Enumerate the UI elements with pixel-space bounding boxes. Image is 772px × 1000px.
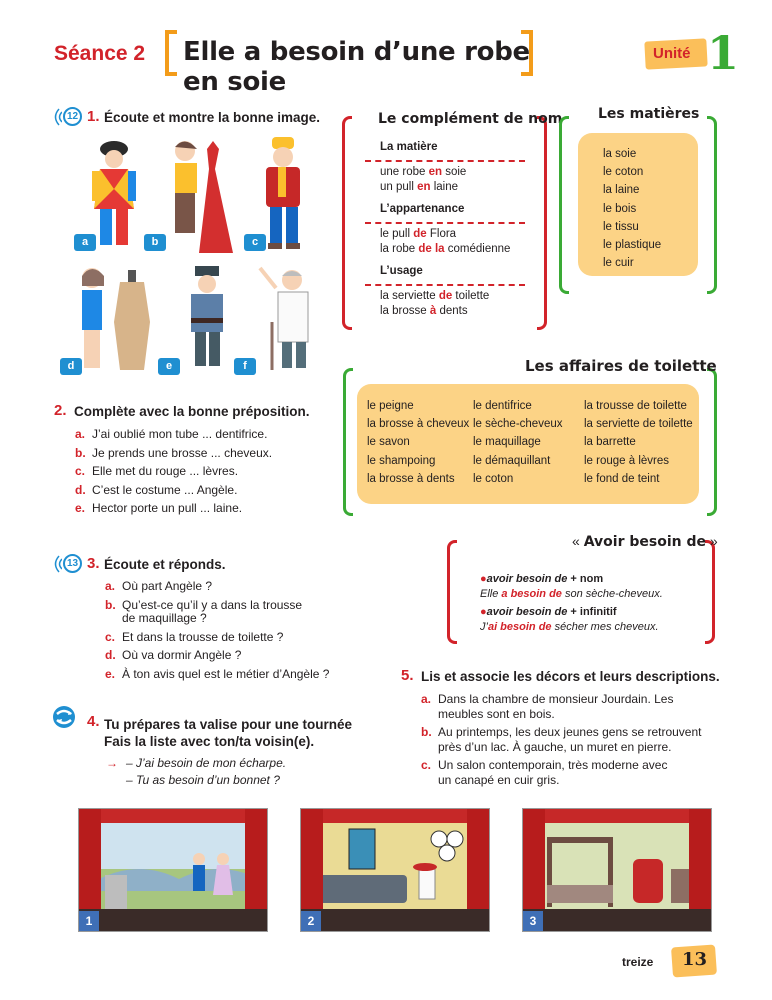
ex4-title-line: Fais la liste avec ton/ta voisin(e). bbox=[104, 734, 315, 749]
image-tag-b: b bbox=[144, 234, 166, 251]
matiere-item: le plastique bbox=[603, 239, 662, 252]
toilette-col-2 bbox=[473, 397, 563, 488]
matiere-item: le bois bbox=[603, 202, 637, 215]
toilette-item: le fond de teint bbox=[584, 472, 660, 485]
gloss-text: Flora bbox=[426, 228, 457, 240]
ex2-list bbox=[75, 425, 272, 518]
seance-label: Séance 2 bbox=[54, 42, 146, 65]
ex4-title-line: Tu prépares ta valise pour une tournée bbox=[104, 717, 353, 732]
toilette-item: le savon bbox=[367, 436, 410, 449]
image-tag-d: d bbox=[60, 358, 82, 375]
ex4-example-line: – J’ai besoin de mon écharpe. bbox=[126, 756, 287, 770]
lesson-title: Elle a besoin d’une robe en soie bbox=[183, 37, 530, 97]
list-item: c. Un salon contemporain, très moderne avec bbox=[421, 758, 668, 772]
image-tag-f: f bbox=[234, 358, 256, 375]
toilette-col-1 bbox=[367, 397, 469, 488]
gloss-text: comédienne bbox=[444, 243, 511, 255]
ex4-example bbox=[106, 755, 286, 789]
gloss-text: le pull bbox=[380, 228, 414, 240]
rule-example: Elle bbox=[480, 588, 502, 600]
list-item: a. Dans la chambre de monsieur Jourdain. Les bbox=[421, 692, 674, 706]
rule-example: sécher mes cheveux. bbox=[551, 621, 659, 633]
matiere-item: le cuir bbox=[603, 257, 634, 270]
scene-number: 3 bbox=[523, 911, 543, 931]
list-item-continued: de maquillage ? bbox=[122, 611, 207, 625]
ex4-example-line: – Tu as besoin d’un bonnet ? bbox=[126, 773, 280, 787]
doctor-illustration[interactable] bbox=[250, 262, 338, 382]
toilette-item: le rouge à lèvres bbox=[584, 454, 670, 467]
quote-open: « bbox=[572, 533, 580, 549]
unit-number: 1 bbox=[707, 26, 740, 80]
complement-title: Le complément de nom bbox=[378, 111, 563, 127]
toilette-item: le shampoing bbox=[367, 454, 436, 467]
page-word: treize bbox=[622, 955, 654, 969]
ex4-title bbox=[104, 716, 352, 750]
gloss-prep: en bbox=[417, 181, 431, 193]
gloss-text: dents bbox=[436, 305, 468, 317]
list-item: b. Je prends une brosse ... cheveux. bbox=[75, 445, 273, 460]
pair-work-icon bbox=[52, 705, 78, 732]
stage-scene-1[interactable] bbox=[78, 808, 268, 932]
stage-scene-3[interactable] bbox=[522, 808, 712, 932]
unit-badge bbox=[645, 28, 740, 78]
unit-label: Unité bbox=[653, 45, 691, 62]
ex2-title: Complète avec la bonne préposition. bbox=[74, 404, 310, 419]
toilette-item: le dentifrice bbox=[473, 400, 532, 412]
ex3-track-number: 13 bbox=[63, 554, 82, 573]
ex3-list bbox=[105, 577, 329, 683]
rule-highlight: a besoin de bbox=[501, 588, 562, 600]
matiere-item: le tissu bbox=[603, 220, 639, 233]
list-item: d. C’est le costume ... Angèle. bbox=[75, 482, 238, 497]
rule-highlight: ai besoin de bbox=[487, 621, 552, 633]
ex5-list bbox=[421, 690, 701, 789]
list-item: c. Et dans la trousse de toilette ? bbox=[105, 629, 284, 644]
stage-scene-2[interactable] bbox=[300, 808, 490, 932]
toilette-item: le démaquillant bbox=[473, 454, 551, 467]
ex5-title: Lis et associe les décors et leurs descriptions. bbox=[421, 669, 720, 684]
ex2-number: 2. bbox=[54, 402, 67, 419]
gloss-text: la serviette bbox=[380, 290, 439, 302]
list-item: d. Où va dormir Angèle ? bbox=[105, 648, 242, 662]
list-item: c. Elle met du rouge ... lèvres. bbox=[75, 464, 239, 478]
gloss-text: la brosse bbox=[380, 305, 430, 317]
list-item-continued: près d’un lac. À gauche, un muret en pierre. bbox=[438, 739, 672, 754]
toilette-item: la barrette bbox=[584, 436, 636, 449]
complement-heading: L’appartenance bbox=[380, 203, 465, 215]
image-tag-a: a bbox=[74, 234, 96, 251]
gloss-prep: de bbox=[438, 290, 453, 302]
rule-rest: + infinitif bbox=[567, 606, 617, 618]
gloss-text: un pull bbox=[380, 181, 418, 193]
toilette-item: la trousse de toilette bbox=[584, 400, 687, 412]
matiere-item: le coton bbox=[603, 166, 644, 179]
toilette-item: le maquillage bbox=[473, 436, 541, 449]
gloss-text: la robe bbox=[380, 243, 419, 255]
toilette-item: le coton bbox=[473, 472, 514, 485]
gloss-text: soie bbox=[442, 166, 467, 178]
complement-heading: L’usage bbox=[380, 265, 423, 277]
quote-close: » bbox=[709, 533, 718, 549]
ex3-number: 3. bbox=[87, 555, 100, 572]
matiere-item: la soie bbox=[603, 148, 637, 160]
ex1-track-number: 12 bbox=[63, 107, 82, 126]
gloss-text: une robe bbox=[380, 166, 429, 178]
list-item: e. Hector porte un pull ... laine. bbox=[75, 501, 243, 515]
gloss-text: toilette bbox=[452, 290, 490, 302]
matieres-list bbox=[603, 145, 661, 272]
scene-number: 2 bbox=[301, 911, 321, 931]
list-item: b. Au printemps, les deux jeunes gens se retrouvent bbox=[421, 725, 702, 739]
ex3-audio-icon[interactable] bbox=[50, 553, 82, 575]
red-dress-illustration[interactable] bbox=[155, 135, 243, 255]
list-item-continued: meubles sont en bois. bbox=[438, 706, 555, 721]
rule-bold: avoir besoin de bbox=[486, 606, 568, 618]
rule-example: J’ bbox=[480, 621, 488, 633]
matiere-item: la laine bbox=[603, 184, 640, 197]
toilette-title: Les affaires de toilette bbox=[525, 357, 717, 375]
ex1-title: Écoute et montre la bonne image. bbox=[104, 110, 321, 125]
gloss-prep: de la bbox=[418, 243, 445, 255]
page-number: 13 bbox=[682, 949, 708, 970]
complement-heading: La matière bbox=[380, 141, 438, 153]
image-tag-c: c bbox=[244, 234, 266, 251]
ex5-number: 5. bbox=[401, 667, 414, 684]
rule-bold: avoir besoin de bbox=[486, 573, 568, 585]
toilette-item: la brosse à cheveux bbox=[367, 418, 470, 431]
avoir-title bbox=[572, 533, 718, 550]
toilette-item: la brosse à dents bbox=[367, 472, 455, 485]
avoir-rules: ●avoir besoin de + nom Elle a besoin de son sèche-cheveux. ●avoir besoin de + infinitif J’ai besoin de sécher mes cheveux. bbox=[480, 573, 663, 633]
complement-content bbox=[380, 140, 530, 319]
gloss-prep: en bbox=[428, 166, 443, 178]
scene-number: 1 bbox=[79, 911, 99, 931]
seamstress-illustration[interactable] bbox=[70, 262, 158, 382]
list-item: b. Qu’est-ce qu’il y a dans la trousse bbox=[105, 597, 303, 612]
toilette-item: le peigne bbox=[367, 400, 414, 412]
toilette-col-3 bbox=[584, 397, 693, 488]
ex3-title: Écoute et réponds. bbox=[104, 557, 226, 572]
ex4-number: 4. bbox=[87, 713, 100, 730]
toilette-item: le sèche-cheveux bbox=[473, 418, 563, 431]
list-item: a. Où part Angèle ? bbox=[105, 579, 213, 593]
matieres-title: Les matières bbox=[598, 106, 700, 122]
image-tag-e: e bbox=[158, 358, 180, 375]
rule-example: son sèche-cheveux. bbox=[561, 588, 663, 600]
list-item: e. À ton avis quel est le métier d’Angèle ? bbox=[105, 666, 330, 681]
list-item-continued: un canapé en cuir gris. bbox=[438, 772, 560, 787]
lesson-title-frame bbox=[165, 30, 533, 97]
ex1-number: 1. bbox=[87, 108, 100, 125]
gloss-prep: à bbox=[429, 305, 437, 317]
avoir-title-text: Avoir besoin de bbox=[583, 534, 706, 550]
list-item: a. J’ai oublié mon tube ... dentifrice. bbox=[75, 427, 268, 441]
gloss-prep: de bbox=[413, 228, 427, 240]
toilette-item: la serviette de toilette bbox=[584, 418, 693, 431]
gloss-text: laine bbox=[430, 181, 459, 193]
arrow-icon: → bbox=[106, 756, 118, 770]
rule-rest: + nom bbox=[567, 573, 604, 585]
